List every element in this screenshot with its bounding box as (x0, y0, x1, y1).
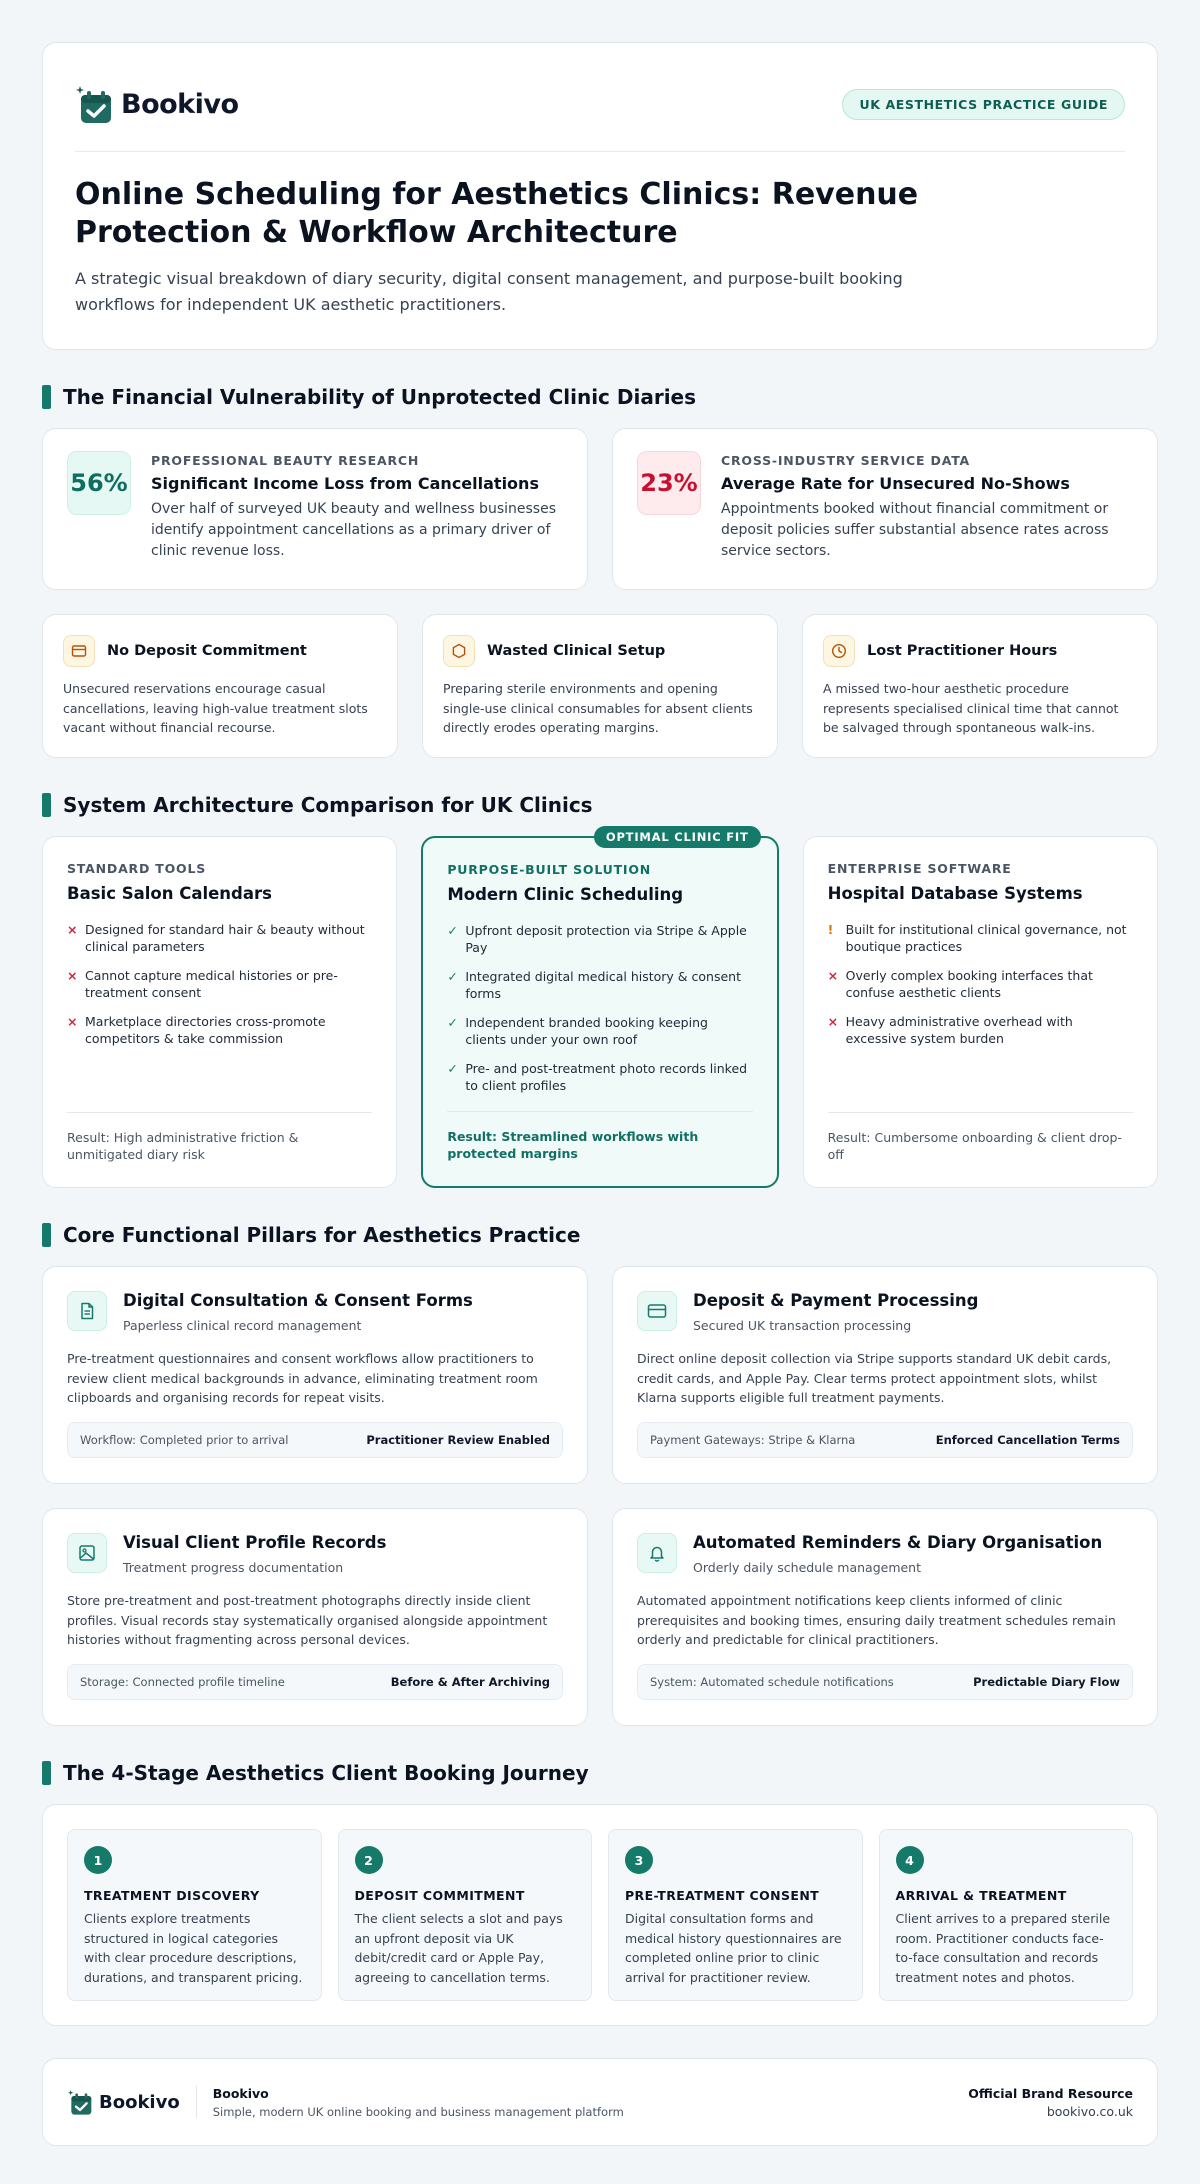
stat-description: Appointments booked without financial commitment or deposit policies suffer substantial absence rates across service sectors. (721, 501, 1109, 559)
pillar-card-reminders (612, 1508, 1158, 1726)
pillar-subtitle: Secured UK transaction processing (693, 1318, 912, 1333)
pillar-subtitle: Paperless clinical record management (123, 1318, 362, 1333)
pillar-footer-value: Enforced Cancellation Terms (935, 1432, 1120, 1447)
risk-card-wasted-setup (422, 614, 778, 758)
stat-card-no-shows (612, 428, 1158, 590)
pillar-card-payments (612, 1266, 1158, 1484)
comparison-result: Result: High administrative friction & unmitigated diary risk (67, 1112, 372, 1163)
calendar-check-icon (67, 2088, 93, 2116)
stage-title: ARRIVAL & TREATMENT (895, 1888, 1067, 1903)
credit-card-icon (637, 1291, 677, 1331)
stat-eyebrow: PROFESSIONAL BEAUTY RESEARCH (151, 453, 420, 468)
footer-tagline: Simple, modern UK online booking and business management platform (212, 2104, 624, 2119)
list-item (447, 1060, 752, 1094)
guide-badge: UK AESTHETICS PRACTICE GUIDE (842, 89, 1125, 120)
journey-stage (67, 1829, 322, 2001)
list-item-text: Built for institutional clinical governance, not boutique practices (845, 922, 1127, 954)
list-item-text: Heavy administrative overhead with excessive system burden (845, 1014, 1073, 1046)
stat-description: Over half of surveyed UK beauty and wellness businesses identify appointment cancellations as a primary driver of clinic revenue loss. (151, 501, 556, 559)
calendar-check-icon (75, 83, 113, 125)
comparison-eyebrow: ENTERPRISE SOFTWARE (827, 861, 1012, 876)
list-item (67, 1013, 372, 1047)
cross-icon: × (67, 968, 78, 983)
section-accent-bar (42, 1223, 51, 1247)
risk-description: A missed two-hour aesthetic procedure represents specialised clinical time that cannot be salvaged through spontaneous walk-ins. (823, 681, 1119, 735)
risk-title: Lost Practitioner Hours (867, 643, 1058, 659)
comparison-result: Result: Cumbersome onboarding & client drop-off (828, 1112, 1133, 1163)
list-item (447, 922, 752, 956)
list-item-text: Pre- and post-treatment photo records linked to client profiles (465, 1061, 748, 1093)
comparison-list (447, 922, 752, 1106)
brand-name: Bookivo (121, 88, 239, 120)
list-item (828, 1013, 1133, 1047)
check-icon: ✓ (447, 923, 458, 938)
pillar-footer-label: System: Automated schedule notifications (650, 1674, 894, 1689)
pillar-footer-value: Practitioner Review Enabled (366, 1432, 550, 1447)
section-accent-bar (42, 793, 51, 817)
card-icon (63, 635, 95, 667)
comparison-title: Basic Salon Calendars (67, 884, 272, 903)
cross-icon: × (827, 1014, 839, 1029)
pillar-footer-value: Predictable Diary Flow (973, 1674, 1120, 1689)
comparison-card-featured (421, 830, 778, 1188)
list-item-text: Cannot capture medical histories or pre-treatment consent (85, 968, 338, 1000)
stage-title: DEPOSIT COMMITMENT (354, 1888, 525, 1903)
footer-url-link[interactable]: bookivo.co.uk (1046, 2103, 1133, 2119)
stage-number: 1 (84, 1846, 112, 1874)
brand-logo[interactable] (75, 83, 239, 125)
pillar-subtitle: Orderly daily schedule management (693, 1560, 922, 1575)
pillar-card-consent (42, 1266, 588, 1484)
footer-divider (196, 2086, 197, 2118)
list-item-text: Independent branded booking keeping clients under your own roof (465, 1015, 708, 1047)
cross-icon: × (67, 1014, 78, 1029)
hexagon-icon (443, 635, 475, 667)
stat-card-cancellations (42, 428, 588, 590)
journey-stage (608, 1829, 863, 2001)
section-heading-comparison (42, 792, 1158, 818)
pillar-description: Direct online deposit collection via Stripe supports standard UK debit cards, credit cards, and Apple Pay. Clear terms protect appointment slots, whilst Klarna supports eligible full treatment payments. (637, 1351, 1112, 1405)
page-subtitle: A strategic visual breakdown of diary security, digital consent management, and purpose-built booking workflows for independent UK aesthetic practitioners. (75, 269, 903, 314)
risk-description: Preparing sterile environments and opening single-use clinical consumables for absent clients directly erodes operating margins. (443, 681, 753, 735)
comparison-list (67, 921, 372, 1059)
warning-icon: ! (827, 922, 834, 937)
document-icon (67, 1291, 107, 1331)
comparison-card-basic (42, 836, 397, 1188)
risk-title: Wasted Clinical Setup (487, 643, 666, 659)
list-item (828, 921, 1133, 955)
pillar-footer (67, 1422, 563, 1458)
risk-title: No Deposit Commitment (107, 643, 307, 659)
journey-stage (338, 1829, 593, 2001)
pillar-footer-value: Before & After Archiving (390, 1674, 550, 1689)
section-heading-vulnerability (42, 384, 1158, 410)
stat-value: 56% (67, 451, 131, 515)
stat-title: Average Rate for Unsecured No-Shows (721, 474, 1070, 493)
pillar-description: Pre-treatment questionnaires and consent workflows allow practitioners to review client medical backgrounds in advance, eliminating treatment room clipboards and organising records for repeat visits. (67, 1351, 538, 1405)
pillar-subtitle: Treatment progress documentation (123, 1560, 344, 1575)
section-heading-journey (42, 1760, 1158, 1786)
list-item (67, 967, 372, 1001)
comparison-eyebrow: STANDARD TOOLS (67, 861, 207, 876)
list-item-text: Integrated digital medical history & consent forms (465, 969, 741, 1001)
list-item (447, 1014, 752, 1048)
footer-brand-name: Bookivo (99, 2091, 180, 2113)
header-card (42, 42, 1158, 350)
stage-number: 3 (625, 1846, 653, 1874)
stage-description: The client selects a slot and pays an upfront deposit via UK debit/credit card or Apple Pay, agreeing to cancellation terms. (354, 1911, 563, 1985)
journey-card (42, 1804, 1158, 2026)
section-accent-bar (42, 1761, 51, 1785)
header-divider (75, 151, 1125, 152)
list-item (447, 968, 752, 1002)
comparison-eyebrow: PURPOSE-BUILT SOLUTION (447, 862, 652, 877)
pillar-description: Automated appointment notifications keep clients informed of clinic prerequisites and booking times, ensuring daily treatment schedules remain orderly and predictable for clinical practitioners. (637, 1593, 1116, 1647)
pillar-footer (67, 1664, 563, 1700)
section-title: Core Functional Pillars for Aesthetics Practice (63, 1223, 581, 1247)
list-item (67, 921, 372, 955)
comparison-card-enterprise (803, 836, 1158, 1188)
stage-description: Client arrives to a prepared sterile room. Practitioner conducts face-to-face consultation and records treatment notes and photos. (895, 1911, 1111, 1985)
list-item (828, 967, 1133, 1001)
pillar-footer (637, 1664, 1133, 1700)
pillar-title: Digital Consultation & Consent Forms (123, 1291, 473, 1310)
cross-icon: × (827, 968, 839, 983)
footer-official-label: Official Brand Resource (968, 2085, 1133, 2101)
footer-company-name: Bookivo (212, 2085, 269, 2101)
stage-number: 2 (355, 1846, 383, 1874)
pillar-footer-label: Workflow: Completed prior to arrival (80, 1432, 289, 1447)
risk-card-no-deposit (42, 614, 398, 758)
cross-icon: × (67, 922, 78, 937)
page-title: Online Scheduling for Aesthetics Clinics: Revenue Protection & Workflow Architecture (75, 177, 919, 250)
pillar-footer-label: Payment Gateways: Stripe & Klarna (650, 1432, 856, 1447)
comparison-result: Result: Streamlined workflows with protected margins (447, 1111, 752, 1162)
stat-title: Significant Income Loss from Cancellations (151, 474, 539, 493)
section-title: System Architecture Comparison for UK Clinics (63, 793, 593, 817)
pillar-description: Store pre-treatment and post-treatment photographs directly inside client profiles. Visual records stay systematically organised alongside appointment histories without fragmenting across personal devices. (67, 1593, 548, 1647)
comparison-list (828, 921, 1133, 1059)
risk-description: Unsecured reservations encourage casual cancellations, leaving high-value treatment slots vacant without financial recourse. (63, 681, 368, 735)
pillar-card-photos (42, 1508, 588, 1726)
stage-title: TREATMENT DISCOVERY (84, 1888, 260, 1903)
pillar-footer (637, 1422, 1133, 1458)
stage-description: Clients explore treatments structured in logical categories with clear procedure descriptions, durations, and transparent pricing. (84, 1911, 303, 1985)
featured-pill: OPTIMAL CLINIC FIT (594, 826, 761, 848)
stage-title: PRE-TREATMENT CONSENT (625, 1888, 820, 1903)
clock-icon (823, 635, 855, 667)
stat-value: 23% (637, 451, 701, 515)
image-icon (67, 1533, 107, 1573)
stage-description: Digital consultation forms and medical history questionnaires are completed online prior to clinic arrival for practitioner review. (625, 1911, 842, 1985)
comparison-title: Modern Clinic Scheduling (447, 885, 684, 904)
list-item-text: Overly complex booking interfaces that confuse aesthetic clients (845, 968, 1093, 1000)
list-item-text: Upfront deposit protection via Stripe & Apple Pay (465, 923, 747, 955)
pillar-footer-label: Storage: Connected profile timeline (80, 1674, 285, 1689)
section-title: The 4-Stage Aesthetics Client Booking Journey (63, 1761, 589, 1785)
section-heading-pillars (42, 1222, 1158, 1248)
check-icon: ✓ (447, 969, 458, 984)
journey-stage (879, 1829, 1134, 2001)
section-accent-bar (42, 385, 51, 409)
footer-logo[interactable] (67, 2088, 180, 2116)
pillar-title: Automated Reminders & Diary Organisation (693, 1533, 1103, 1552)
section-title: The Financial Vulnerability of Unprotected Clinic Diaries (63, 385, 697, 409)
check-icon: ✓ (447, 1061, 458, 1076)
pillar-title: Visual Client Profile Records (123, 1533, 387, 1552)
pillar-title: Deposit & Payment Processing (693, 1291, 979, 1310)
check-icon: ✓ (447, 1015, 458, 1030)
list-item-text: Designed for standard hair & beauty without clinical parameters (85, 922, 365, 954)
footer-card (42, 2058, 1158, 2146)
list-item-text: Marketplace directories cross-promote competitors & take commission (85, 1014, 326, 1046)
bell-icon (637, 1533, 677, 1573)
stage-number: 4 (896, 1846, 924, 1874)
risk-card-lost-hours (802, 614, 1158, 758)
comparison-title: Hospital Database Systems (827, 884, 1083, 903)
stat-eyebrow: CROSS-INDUSTRY SERVICE DATA (721, 453, 971, 468)
